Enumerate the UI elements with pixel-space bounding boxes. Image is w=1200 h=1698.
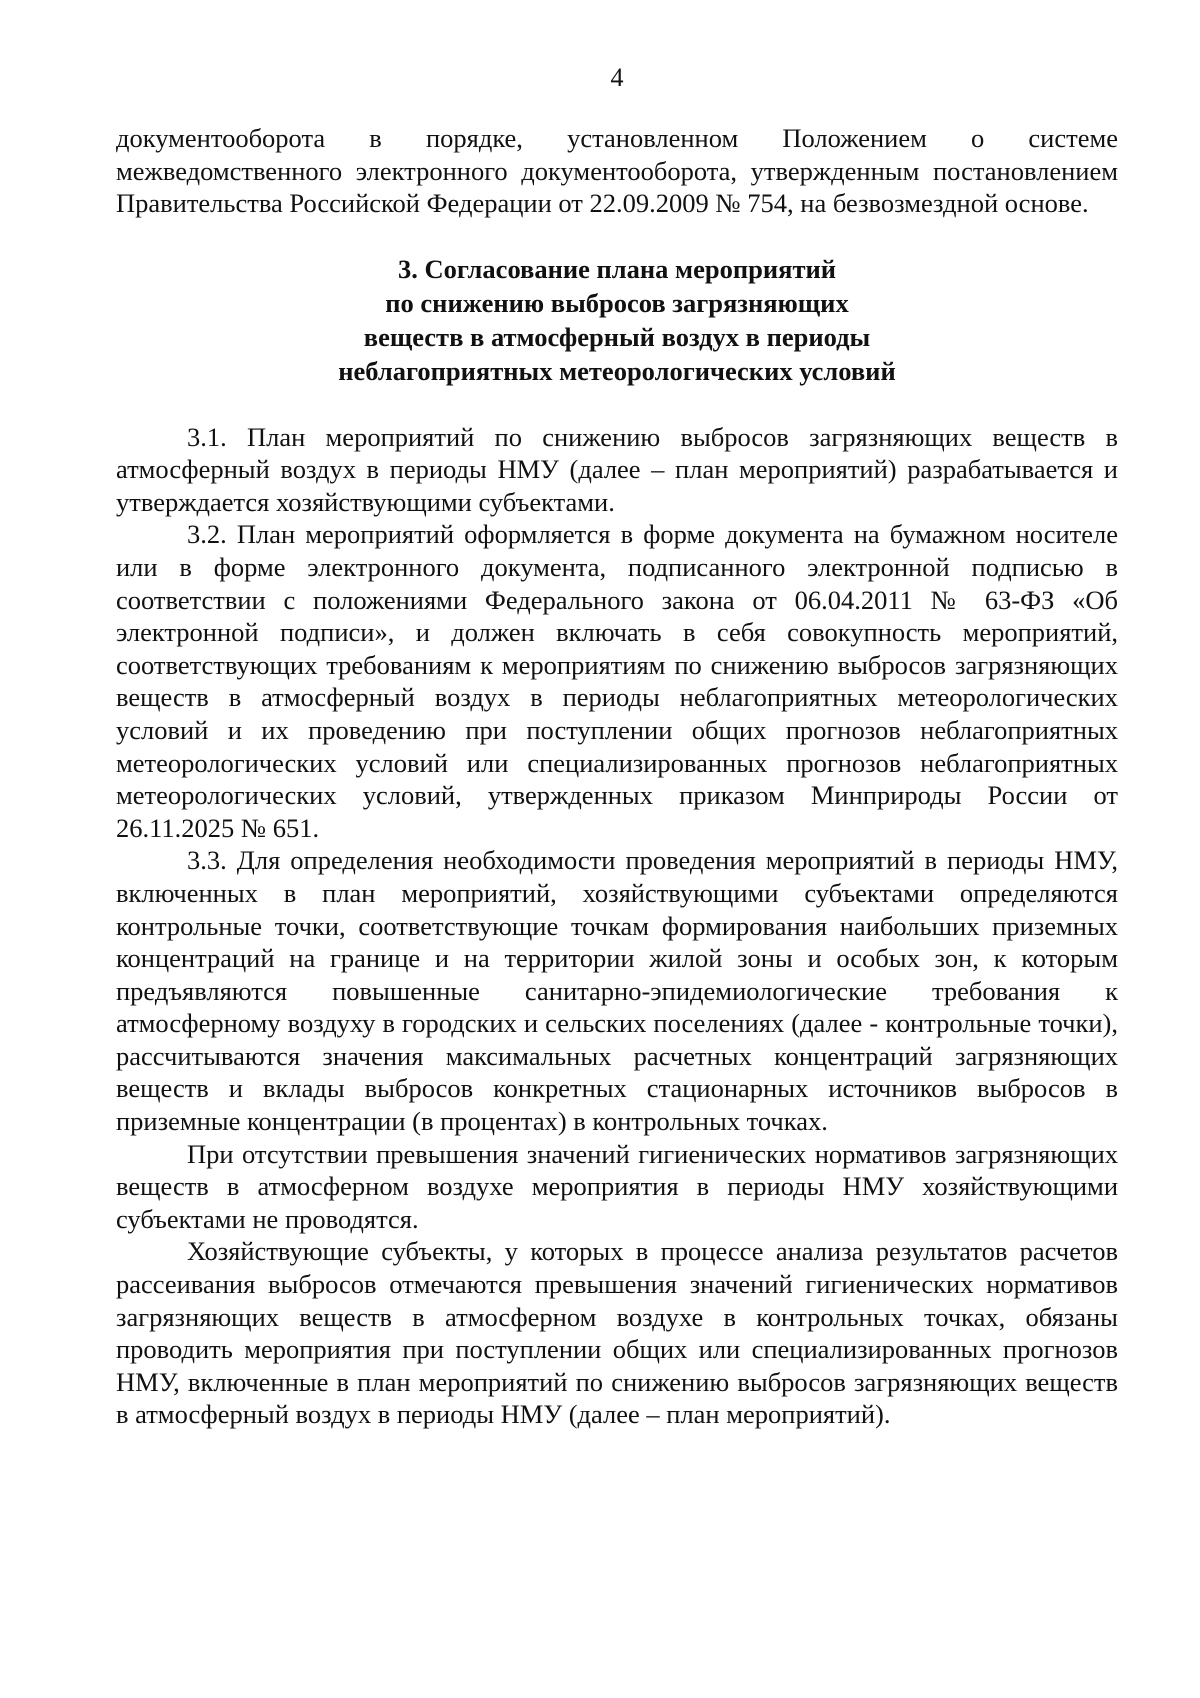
paragraph-3-3: 3.3. Для определения необходимости проведения мероприятий в периоды НМУ, включенных в план мероприятий, хозяйствующими субъектами определяются контрольные точки, соответствующие точкам формирования наибольших приземных концентраций на границе и на территории жилой зоны и особых зон, к которым предъявляются повышенные санитарно-эпидемиологические требования к атмосферному воздуху в городских и сельских поселениях (далее - контрольные точки), рассчитываются значения максимальных расчетных концентраций загрязняющих веществ и вклады выбросов конкретных стационарных источников выбросов в приземные концентрации (в процентах) в контрольных точках. — [116, 845, 1118, 1137]
section-heading-line: веществ в атмосферный воздух в периоды — [363, 322, 871, 353]
paragraph-no-exceedance: При отсутствии превышения значений гигиенических нормативов загрязняющих веществ в атмосферном воздухе мероприятия в периоды НМУ хозяйствующими субъектами не проводятся. — [116, 1138, 1118, 1234]
intro-paragraph: документооборота в порядке, установленном Положением о системе межведомственного электронного документооборота, утвержденным постановлением Правительства Российской Федерации от 22.09.2009 № 754, на безвозмездной основе. — [116, 123, 1118, 219]
document-page — [116, 62, 1118, 1431]
paragraph-3-2: 3.2. План мероприятий оформляется в форме документа на бумажном носителе или в форме электронного документа, подписанного электронной подписью в соответствии с положениями Федерального закона от 06.04.2011 № 63-ФЗ «Об электронной подписи», и должен включать в себя совокупность мероприятий, соответствующих требованиям к мероприятиям по снижению выбросов загрязняющих веществ в атмосферный воздух в периоды неблагоприятных метеорологических условий и их проведению при поступлении общих прогнозов неблагоприятных метеорологических условий или специализированных прогнозов неблагоприятных метеорологических условий, утвержденных приказом Минприроды России от 26.11.2025 № 651. — [116, 519, 1118, 843]
paragraph-3-1: 3.1. План мероприятий по снижению выбросов загрязняющих веществ в атмосферный воздух в периоды НМУ (далее – план мероприятий) разрабатывается и утверждается хозяйствующими субъектами. — [116, 421, 1118, 517]
section-heading-line: 3. Согласование плана мероприятий — [397, 253, 837, 284]
paragraph-obligations: Хозяйствующие субъекты, у которых в процессе анализа результатов расчетов рассеивания выбросов отмечаются превышения значений гигиенических нормативов загрязняющих веществ в атмосферном воздухе в контрольных точках, обязаны проводить мероприятия при поступлении общих или специализированных прогнозов НМУ, включенные в план мероприятий по снижению выбросов загрязняющих веществ в атмосферный воздух в периоды НМУ (далее – план мероприятий). — [116, 1236, 1118, 1430]
section-heading — [116, 252, 1118, 389]
section-heading-line: по снижению выбросов загрязняющих — [385, 287, 849, 318]
page-number: 4 — [610, 63, 624, 92]
section-heading-line: неблагоприятных метеорологических условий — [338, 356, 896, 387]
